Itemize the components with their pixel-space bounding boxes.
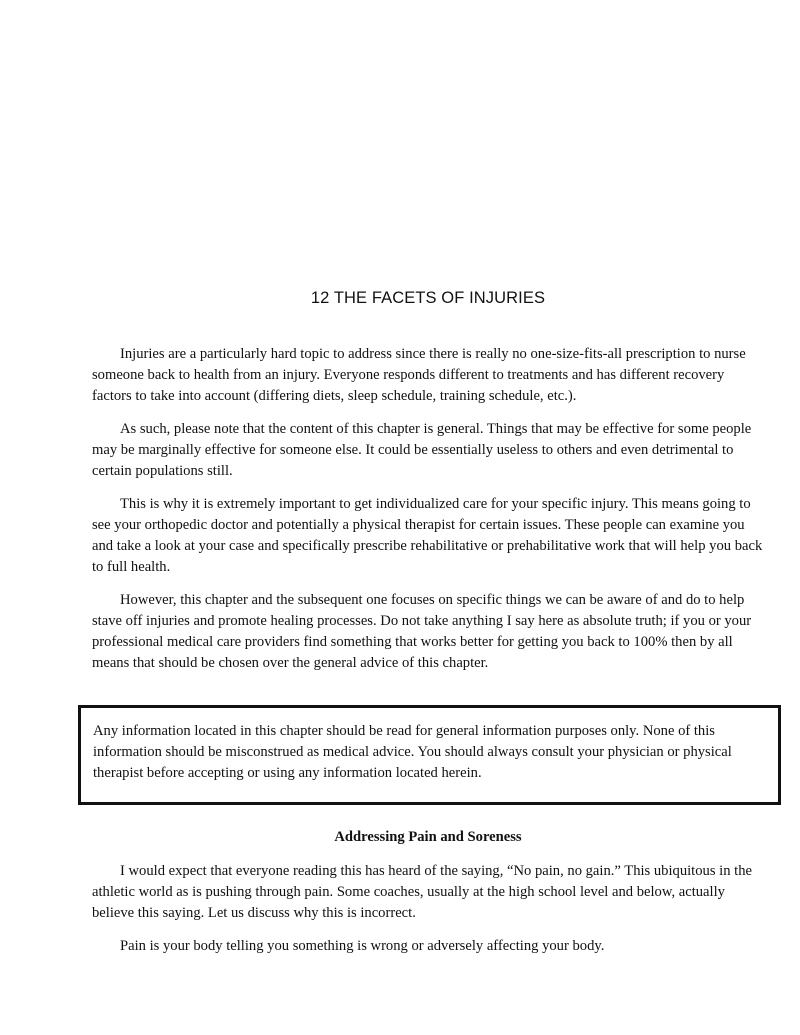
intro-paragraph: Injuries are a particularly hard topic to address since there is really no one-size-fits-all prescription to nurse someone back to health from an injury. Everyone responds different to treatments and has different recovery factors to take into account (differing diets, sleep schedule, training schedule, etc.). <box>92 346 746 404</box>
section-heading: Addressing Pain and Soreness <box>334 829 522 845</box>
disclaimer-box <box>78 705 781 805</box>
intro-paragraph: As such, please note that the content of this chapter is general. Things that may be effective for some people may be marginally effective for someone else. It could be essentially useless to others and even detrimental to certain populations still. <box>92 421 752 479</box>
section-paragraph: I would expect that everyone reading this has heard of the saying, “No pain, no gain.” This ubiquitous in the athletic world as is pushing through pain. Some coaches, usually at the high school level and below, actually believe this saying. Let us discuss why this is incorrect. <box>92 863 752 921</box>
intro-paragraph: However, this chapter and the subsequent one focuses on specific things we can be aware of and do to help stave off injuries and promote healing processes. Do not take anything I say here as absolute truth; if you or your professional medical care providers find something that works better for getting you back to 100% then by all means that should be chosen over the general advice of this chapter. <box>92 592 752 671</box>
intro-text <box>92 344 764 686</box>
section-text <box>92 861 764 969</box>
section-paragraph: Pain is your body telling you something is wrong or adversely affecting your body. <box>120 938 605 954</box>
intro-paragraph: This is why it is extremely important to get individualized care for your specific injury. This means going to see your orthopedic doctor and potentially a physical therapist for certain issues. These people can examine you and take a look at your case and specifically prescribe rehabilitative or prehabilitative work that will help you back to full health. <box>92 496 763 575</box>
disclaimer-text: Any information located in this chapter should be read for general information purposes only. None of this information should be misconstrued as medical advice. You should always consult your physician or physical therapist before accepting or using any information located herein. <box>93 723 732 781</box>
chapter-title: 12 THE FACETS OF INJURIES <box>310 289 546 307</box>
